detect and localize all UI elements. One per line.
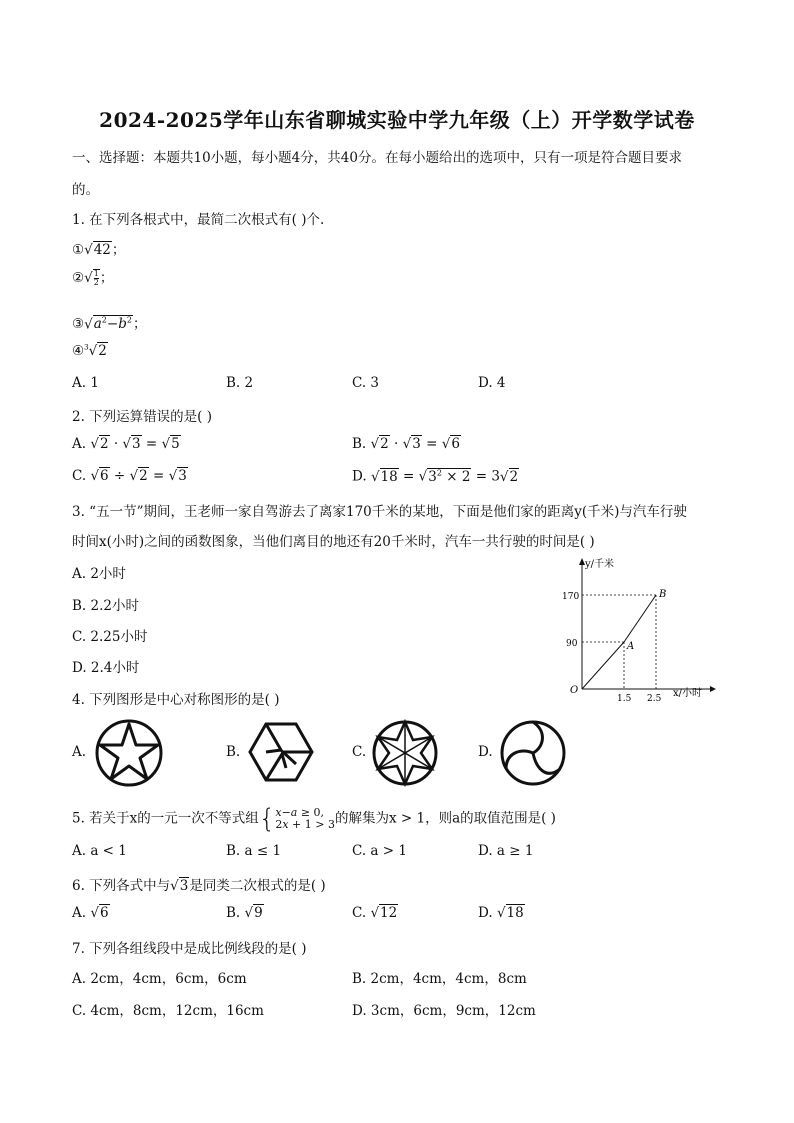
q1-stem: 1. 在下列各根式中，最简二次根式有( )个. bbox=[72, 212, 325, 228]
q5-option-b: B. a ≤ 1 bbox=[226, 843, 282, 859]
q7-option-c: C. 4cm，8cm，12cm，16cm bbox=[72, 1003, 264, 1019]
q7-option-b: B. 2cm，4cm，4cm，8cm bbox=[352, 971, 527, 987]
q1-option-b: B. 2 bbox=[226, 375, 254, 391]
q1-item-2: ②√ $\frac{1}{2}$ ； bbox=[72, 269, 114, 287]
x-axis-label: x/小时 bbox=[673, 688, 703, 699]
q3-option-d: D. 2.4小时 bbox=[72, 660, 140, 676]
y-axis-label: y/千米 bbox=[585, 559, 615, 570]
q3-option-a: A. 2小时 bbox=[72, 566, 126, 582]
q5-option-a: A. a < 1 bbox=[72, 843, 127, 859]
six-point-flower-icon bbox=[370, 718, 440, 788]
q6-option-d: D. √18 bbox=[478, 905, 524, 921]
origin-label: O bbox=[570, 685, 579, 696]
q2-option-d: D. $√18 = √3^2 \times 2 = 3√2$ bbox=[352, 468, 519, 485]
point-b-label: B bbox=[659, 589, 667, 600]
q6-option-b: B. √9 bbox=[226, 905, 263, 921]
star-in-circle-icon bbox=[94, 718, 164, 788]
segment-ab bbox=[624, 595, 656, 642]
q3-option-b: B. 2.2小时 bbox=[72, 598, 139, 614]
q7-option-a: A. 2cm，4cm，6cm，6cm bbox=[72, 971, 247, 987]
x-axis-arrow-icon bbox=[710, 686, 716, 692]
triple-swirl-icon bbox=[498, 718, 568, 788]
q5-option-c: C. a > 1 bbox=[352, 843, 407, 859]
q4-option-d-label: D. bbox=[478, 744, 493, 760]
q4-option-b-label: B. bbox=[226, 744, 241, 760]
q6-option-a: A. √6 bbox=[72, 905, 109, 921]
q3-option-c: C. 2.25小时 bbox=[72, 629, 148, 645]
q1-option-d: D. 4 bbox=[478, 375, 506, 391]
q2-stem: 2. 下列运算错误的是( ) bbox=[72, 409, 212, 425]
q1-option-c: C. 3 bbox=[352, 375, 380, 391]
q1-option-a: A. 1 bbox=[72, 375, 99, 391]
q7-option-d: D. 3cm，6cm，9cm，12cm bbox=[352, 1003, 536, 1019]
point-a-label: A bbox=[627, 641, 635, 652]
q2-option-c: C. √6 ÷ √2 = √3 bbox=[72, 468, 187, 484]
exam-title: 2024-2025学年山东省聊城实验中学九年级（上）开学数学试卷 bbox=[99, 108, 695, 132]
q6-option-c: C. √12 bbox=[352, 905, 398, 921]
segment-oa bbox=[582, 642, 624, 689]
q1-item-4: ④$^3$√2 bbox=[72, 343, 107, 359]
q2-option-a: A. √2 · √3 = √5 bbox=[72, 436, 180, 452]
q1-item-1: ①√42； bbox=[72, 242, 126, 258]
x-tick-1-5: 1.5 bbox=[617, 694, 632, 704]
q1-item-3: $③√a^2-b^2$； bbox=[72, 315, 147, 332]
q4-option-c-label: C. bbox=[352, 744, 367, 760]
q7-stem: 7. 下列各组线段中是成比例线段的是( ) bbox=[72, 941, 307, 957]
q3-distance-time-graph bbox=[560, 555, 720, 705]
q2-option-b: B. √2 · √3 = √6 bbox=[352, 436, 460, 452]
recycle-hexagon-icon bbox=[246, 718, 316, 788]
section-instructions-line1: 一、选择题：本题共10小题，每小题4分，共40分。在每小题给出的选项中，只有一项是符合题目要求 bbox=[72, 150, 682, 166]
y-tick-90: 90 bbox=[566, 639, 578, 649]
q3-stem-line2: 时间x(小时)之间的函数图象，当他们离目的地还有20千米时，汽车一共行驶的时间是( ) bbox=[72, 534, 595, 550]
q6-stem: 6. 下列各式中与√3是同类二次根式的是( ) bbox=[72, 878, 326, 894]
q5-option-d: D. a ≥ 1 bbox=[478, 843, 534, 859]
y-tick-170: 170 bbox=[562, 592, 580, 602]
q5-stem: 5. 若关于x的一元一次不等式组{x−a ≥ 0, 2x + 1 > 3的解集为x > 1，则a的取值范围是( ) bbox=[72, 804, 556, 834]
q4-stem: 4. 下列图形是中心对称图形的是( ) bbox=[72, 692, 280, 708]
section-instructions-line2: 的。 bbox=[72, 182, 99, 198]
q4-option-a-label: A. bbox=[72, 744, 87, 760]
q3-stem-line1: 3. “五一节”期间，王老师一家自驾游去了离家170千米的某地，下面是他们家的距离y(千米)与汽车行驶 bbox=[72, 504, 687, 520]
x-tick-2-5: 2.5 bbox=[647, 694, 662, 704]
